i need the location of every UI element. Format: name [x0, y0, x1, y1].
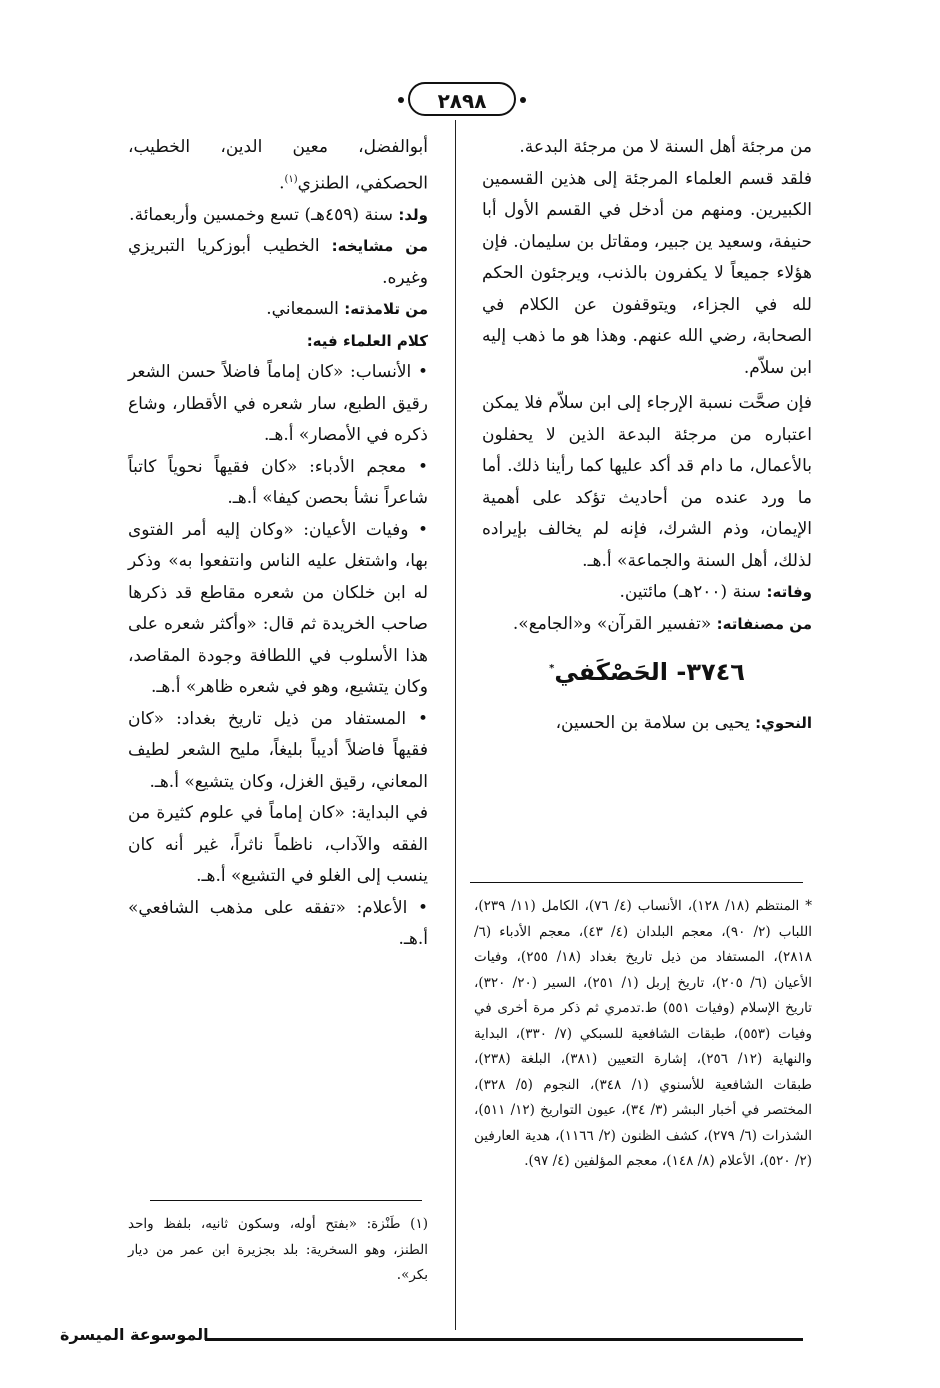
footnote-text: (١) طَنْزة: «بفتح أوله، وسكون ثانيه، بلفظ واحد الطنز، وهو السخرية: بلد بجزيرة ابن عمر من ديار بكر».: [128, 1216, 428, 1283]
quote: • الأنساب: «كان إماماً فاضلاً حسن الشعر رقيق الطبع، سار شعره في الأقطار، وشاع ذكره في الأمصار» أ.هـ.: [128, 362, 428, 446]
quote: في البداية: «كان إماماً في علوم كثيرة من الفقه والآداب، ناظماً ناثراً، غير أنه كان ينسب إلى الغلو في التشيع» أ.هـ.: [128, 803, 428, 887]
scholars-label: كلام العلماء فيه:: [306, 331, 428, 350]
death-text: سنة (٢٠٠هـ) مائتين.: [619, 582, 767, 602]
name-text: أبوالفضل، معين الدين، الخطيب، الحصكفي، الطنزي: [128, 137, 428, 194]
works-text: «تفسير القرآن» و«الجامع».: [512, 613, 712, 634]
period: .: [279, 173, 285, 194]
footer-title: الموسوعة الميسرة: [60, 1325, 209, 1344]
entry-intro: [482, 708, 812, 740]
page-number: ٢٨٩٨: [408, 82, 516, 116]
students-label: من تلامذته:: [344, 300, 428, 319]
sources-text: * المنتظم (١٨/ ١٢٨)، الأنساب (٤/ ٧٦)، الكامل (١١/ ٢٣٩)، اللباب (٢/ ٩٠)، معجم البلدان (٤/ ٤٣)، معجم الأدباء (٦/ ٢٨١٨)، المستفاد من ذيل تاريخ بغداد (١٨/ ٢٥٥)، وفيات الأعيان (٦/ ٢٠٥)، تاريخ إربل (١/ ٢٥١)، السير (٢٠/ ٣٢٠)، تاريخ الإسلام (وفيات ٥٥١) ط.تدمري ثم ذكر مرة أخرى في وفيات (٥٥٣)، طبقات الشافعية للسبكي (٧/ ٣٣٠)، البداية والنهاية (١٢/ ٢٥٦)، إشارة التعيين (٣٨١)، البلغة (٢٣٨)، طبقات الشافعية للأسنوي (١/ ٣٤٨)، النجوم (٥/ ٣٢٨)، المختصر في أخبار البشر (٣/ ٣٤)، عيون التواريخ (١٢/ ٥١١)، الشذرات (٦/ ٢٧٩)، كشف الظنون (٢/ ١١٦٦)، هدية العارفين (٢/ ٥٢٠)، الأعلام (٨/ ١٤٨)، معجم المؤلفين (٤/ ٩٧).: [474, 898, 813, 1169]
born-line: [128, 200, 428, 232]
entry-heading: [482, 658, 812, 686]
quote: • معجم الأدباء: «كان فقيهاً نحوياً كاتباً شاعراً نشأ بحصن كيفا» أ.هـ.: [128, 456, 428, 509]
students-text: السمعاني.: [266, 299, 345, 320]
sources-footnote: [474, 894, 812, 1175]
entry-marker: *: [549, 663, 555, 674]
right-column: [482, 132, 812, 740]
teachers-text: الخطيب أبوزكريا التبريزي وغيره.: [128, 236, 428, 288]
born-text: سنة (٤٥٩هـ) تسع وخمسين وأربعمائة.: [129, 204, 399, 225]
paragraph: فإن صحَّت نسبة الإرجاء إلى ابن سلاّم فلا يمكن اعتباره من مرجئة البدعة الذين لا يحفلون بالأعمال، ما دام قد أكد عليها كما رأينا ذلك. أما ما ورد عنده من أحاديث تؤكد على أهمية الإيمان، وذم الشرك، فإنه لم يخالف بإيراده لذلك، أهل السنة والجماعة» أ.هـ.: [482, 393, 812, 571]
born-label: ولد:: [398, 205, 428, 224]
footer-rule: [205, 1338, 803, 1341]
quote: • وفيات الأعيان: «وكان إليه أمر الفتوى بها، واشتغل عليه الناس وانتفعوا به» وذكر له ابن خلكان من شعره مقاطع قد ذكرها صاحب الخريدة ثم قال: «وأكثر شعره على هذا الأسلوب في اللطافة وجودة المقاصد، وكان يتشيع، وهو في شعره ظاهر» أ.هـ.: [128, 519, 428, 698]
death-line: [482, 577, 812, 609]
scholars-heading: [128, 326, 428, 358]
footnote-rule: [470, 882, 803, 883]
quote: • المستفاد من ذيل تاريخ بغداد: «كان فقيهاً فاضلاً أديباً بليغاً، مليح الشعر لطيف المعاني، رقيق الغزل، وكان يتشيع» أ.هـ.: [128, 708, 428, 792]
footnote-ref: (١): [284, 173, 298, 185]
entry-title: ٣٧٤٦- الحَصْكَفي: [554, 658, 745, 686]
works-line: [482, 609, 812, 641]
footnote-rule: [150, 1200, 422, 1201]
teachers-label: من مشايخه:: [331, 237, 428, 256]
column-divider: [455, 120, 456, 1330]
death-label: وفاته:: [766, 583, 812, 601]
students-line: [128, 294, 428, 326]
footnote-1: [128, 1212, 428, 1289]
left-column: [128, 132, 428, 956]
teachers-line: [128, 231, 428, 294]
works-label: من مصنفاته:: [716, 614, 812, 633]
entry-intro-label: النحوي:: [755, 714, 812, 732]
entry-intro-text: يحيى بن سلامة بن الحسين،: [555, 713, 756, 733]
paragraph: [128, 132, 428, 200]
paragraph: من مرجئة أهل السنة لا من مرجئة البدعة.: [519, 137, 812, 157]
paragraph: فلقد قسم العلماء المرجئة إلى هذين القسمين الكبيرين. ومنهم من أدخل في القسم الأول أبا حنيفة، وسعيد ين جبير، ومقاتل بن سليمان. فإن هؤلاء جميعاً لا يكفرون بالذنب، ويرجئون الحكم لله في الجزاء، ويتوقفون عن الكلام في الصحابة، رضي الله عنهم. وهذا هو ما ذهب إليه ابن سلاّم.: [482, 168, 812, 378]
quote: • الأعلام: «تفقه على مذهب الشافعي» أ.هـ.: [128, 897, 428, 950]
